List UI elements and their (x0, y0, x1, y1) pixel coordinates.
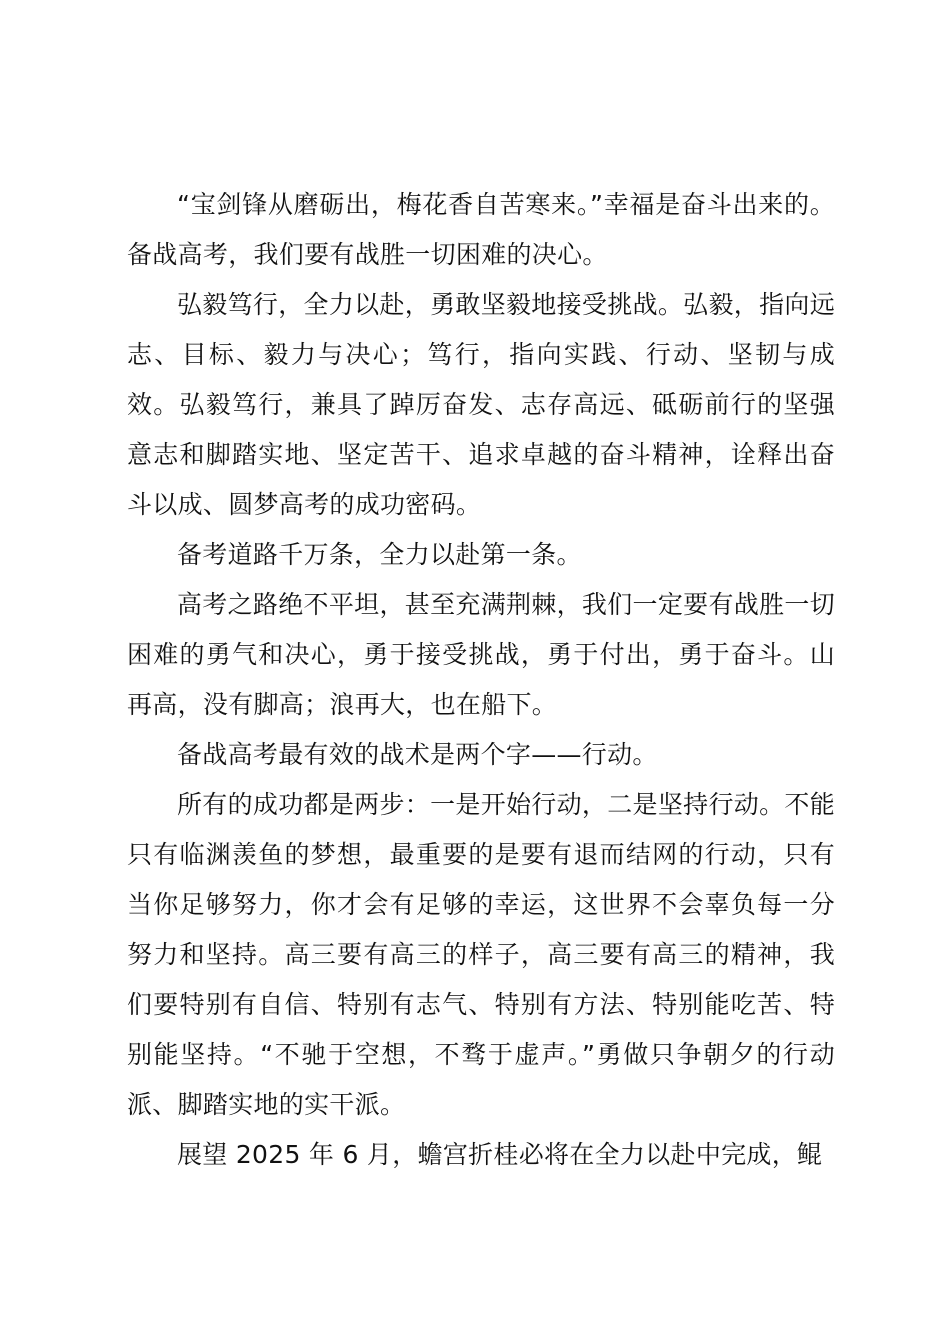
paragraph-5: 备战高考最有效的战术是两个字——行动。 (177, 740, 658, 769)
paragraph-2: 弘毅笃行，全力以赴，勇敢坚毅地接受挑战。弘毅，指向远志、目标、毅力与决心；笃行，指向实践、行动、坚韧与成效。弘毅笃行，兼具了踔厉奋发、志存高远、砥砺前行的坚强意志和脚踏实地、坚定苦干、追求卓越的奋斗精神，诠释出奋斗以成、圆梦高考的成功密码。 (127, 290, 835, 519)
paragraph-4: 高考之路绝不平坦，甚至充满荆棘，我们一定要有战胜一切困难的勇气和决心，勇于接受挑战，勇于付出，勇于奋斗。山再高，没有脚高；浪再大，也在船下。 (127, 590, 835, 719)
paragraph-3: 备考道路千万条，全力以赴第一条。 (177, 540, 582, 569)
paragraph-1: “宝剑锋从磨砺出，梅花香自苦寒来。”幸福是奋斗出来的。备战高考，我们要有战胜一切困难的决心。 (127, 190, 835, 269)
document-body (127, 180, 835, 1180)
paragraph-6: 所有的成功都是两步：一是开始行动，二是坚持行动。不能只有临渊羡鱼的梦想，最重要的是要有退而结网的行动，只有当你足够努力，你才会有足够的幸运，这世界不会辜负每一分努力和坚持。高三要有高三的样子，高三要有高三的精神，我们要特别有自信、特别有志气、特别有方法、特别能吃苦、特别能坚持。“不驰于空想，不骛于虚声。”勇做只争朝夕的行动派、脚踏实地的实干派。 (127, 790, 835, 1119)
paragraph-7: 展望 2025 年 6 月，蟾宫折桂必将在全力以赴中完成，鲲 (177, 1140, 823, 1169)
